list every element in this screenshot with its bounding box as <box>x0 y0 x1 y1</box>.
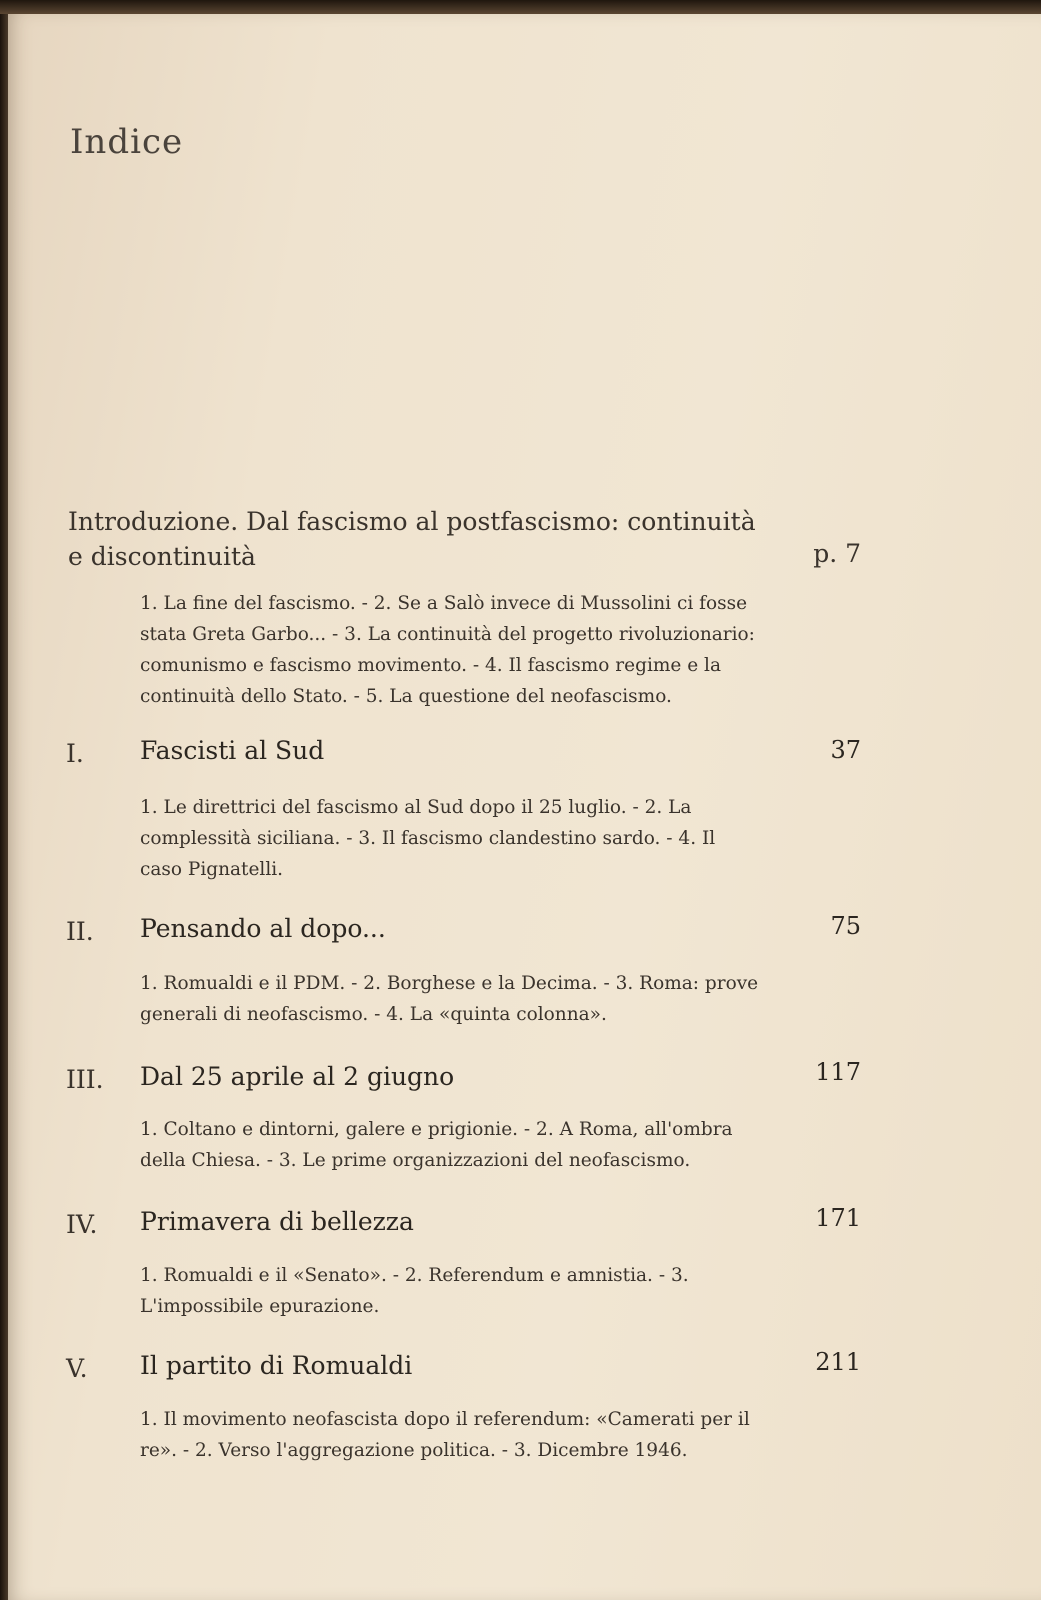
book-spine-edge <box>0 14 8 1600</box>
chapter-description: 1. Le direttrici del fascismo al Sud dopo il 25 luglio. - 2. La complessità siciliana. - 3. Il fascismo clandestino sardo. - 4. Il caso Pignatelli. <box>140 797 716 880</box>
chapter-title: Il partito di Romualdi <box>140 1351 413 1380</box>
chapter-title: Dal 25 aprile al 2 giugno <box>140 1062 455 1091</box>
chapter-description: 1. Coltano e dintorni, galere e prigionie. - 2. A Roma, all'ombra della Chiesa. - 3. Le prime organizzazioni del neofascismo. <box>140 1119 733 1171</box>
chapter-number: IV. <box>66 1210 98 1239</box>
chapter-description: 1. Romualdi e il PDM. - 2. Borghese e la Decima. - 3. Roma: prove generali di neofascismo. - 4. La «quinta colonna». <box>140 973 759 1025</box>
chapter-page-number: 211 <box>815 1348 861 1376</box>
chapter-description: 1. Romualdi e il «Senato». - 2. Referendum e amnistia. - 3. L'impossibile epurazione. <box>140 1265 689 1317</box>
chapter-number: III. <box>66 1065 104 1094</box>
page-title: Indice <box>70 122 184 162</box>
chapter-number: I. <box>66 739 84 768</box>
book-page <box>8 14 1041 1600</box>
chapter-page-number: 117 <box>815 1058 861 1086</box>
book-top-edge <box>0 0 1041 14</box>
chapter-number: V. <box>66 1354 88 1383</box>
chapter-title: Primavera di bellezza <box>140 1207 414 1236</box>
chapter-description: 1. Il movimento neofascista dopo il referendum: «Camerati per il re». - 2. Verso l'aggregazione politica. - 3. Dicembre 1946. <box>140 1409 750 1461</box>
chapter-page-number: 171 <box>815 1204 861 1232</box>
introduction-description: 1. La fine del fascismo. - 2. Se a Salò invece di Mussolini ci fosse stata Greta Garbo... - 3. La continuità del progetto rivoluzionario: comunismo e fascismo movimento. - 4. Il fascismo regime e la continuità dello Stato. - 5. La questione del neofascismo. <box>140 593 755 707</box>
introduction-title: Introduzione. Dal fascismo al postfascismo: continuità e discontinuità <box>68 507 756 571</box>
chapter-page-number: 75 <box>830 912 861 940</box>
chapter-title: Fascisti al Sud <box>140 736 325 765</box>
chapter-title: Pensando al dopo... <box>140 914 386 943</box>
chapter-page-number: 37 <box>830 736 861 764</box>
chapter-number: II. <box>66 917 94 946</box>
introduction-page-number: p. 7 <box>813 539 861 568</box>
